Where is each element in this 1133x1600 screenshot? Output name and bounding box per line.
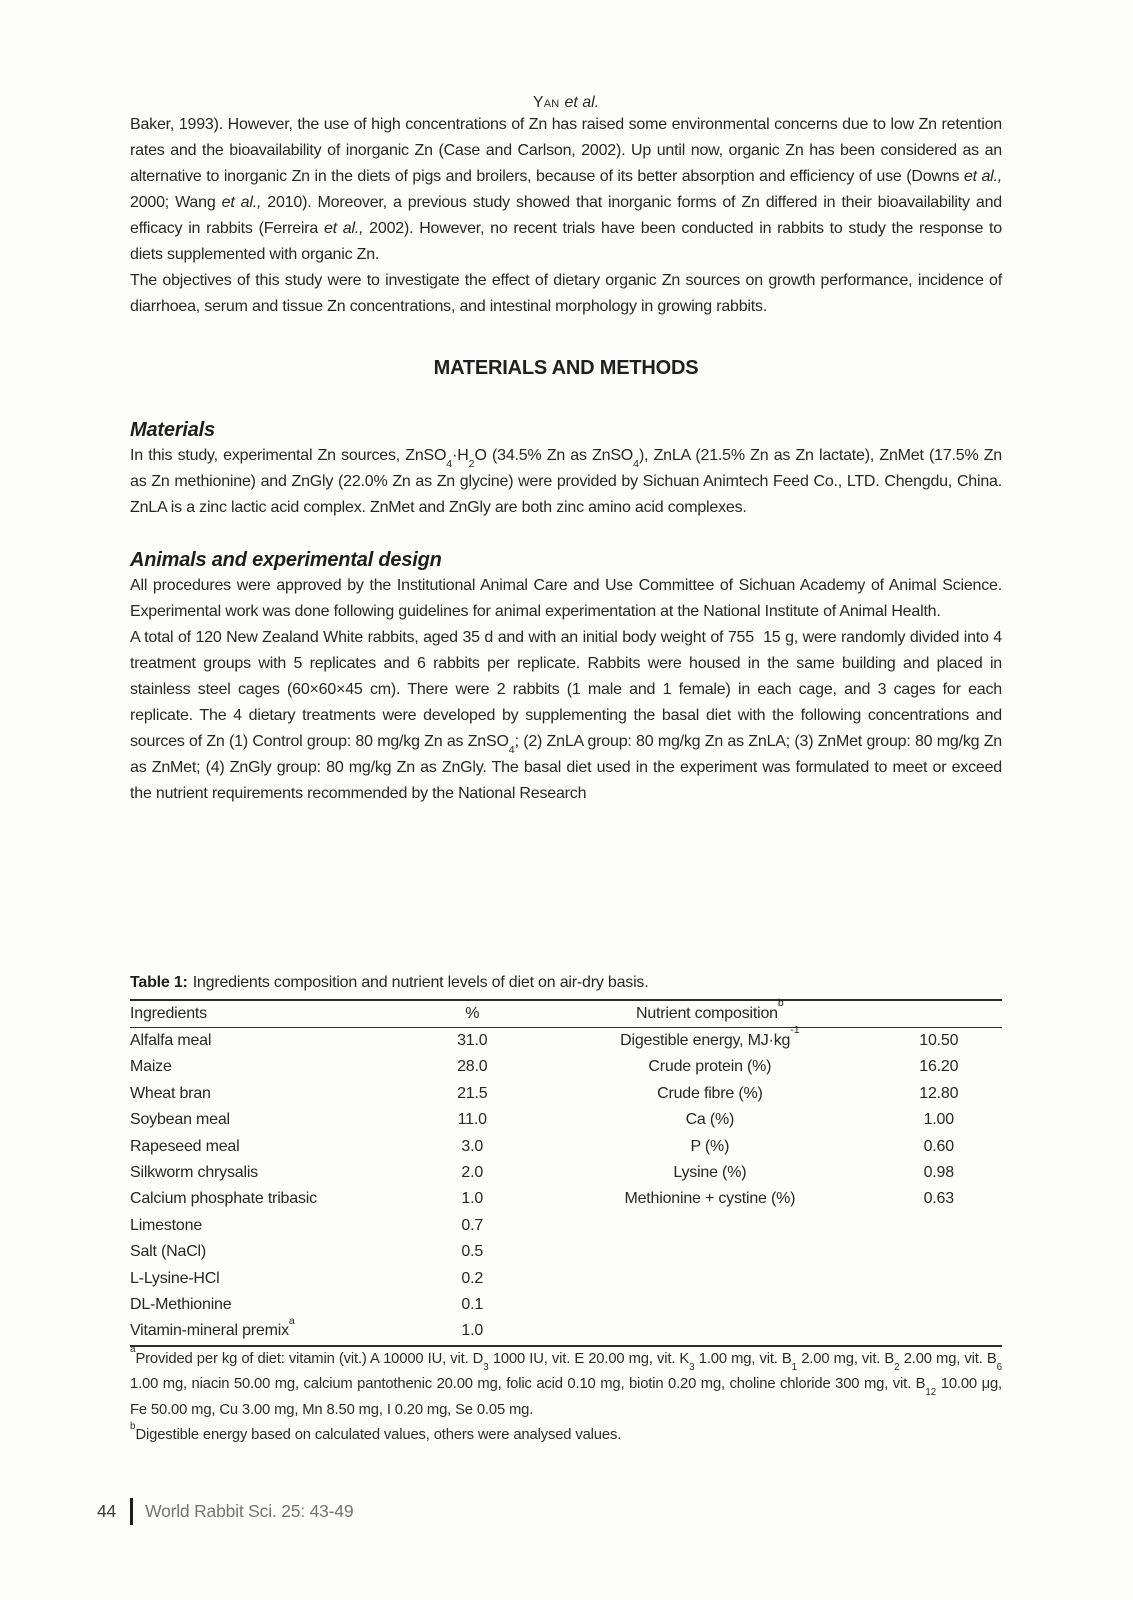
col-header-blank bbox=[876, 1000, 1002, 1028]
percent-cell: 28.0 bbox=[457, 1058, 488, 1076]
percent-cell: 1.0 bbox=[461, 1190, 484, 1208]
value-cell bbox=[876, 1213, 1002, 1239]
heading-materials: Materials bbox=[130, 419, 215, 441]
page-body bbox=[130, 0, 1002, 807]
paragraph-intro-1: Baker, 1993). However, the use of high concentrations of Zn has raised some environmental concerns due to low Zn retention rates and the bioavailability of inorganic Zn (Case and Carlson, 2002). Up until now, organic Zn has been considered as an alternative to inorganic Zn in the diets of pigs and broilers, because of its better absorption and efficiency of use (Downs et al., 2000; Wang et al., 2010). Moreover, a previous study showed that inorganic forms of Zn differed in their bioavailability and efficacy in rabbits (Ferreira et al., 2002). However, no recent trials have been conducted in rabbits to study the response to diets supplemented with organic Zn. bbox=[130, 116, 1003, 263]
heading-materials-and-methods: MATERIALS AND METHODS bbox=[433, 357, 699, 379]
nutrient-cell: Ca (%) bbox=[685, 1111, 735, 1129]
nutrient-cell bbox=[544, 1239, 875, 1265]
value-cell: 10.50 bbox=[919, 1032, 959, 1049]
nutrient-cell: Methionine + cystine (%) bbox=[624, 1190, 796, 1208]
value-cell: 12.80 bbox=[919, 1084, 959, 1102]
table-row bbox=[130, 1081, 1002, 1107]
nutrient-cell bbox=[544, 1318, 875, 1345]
table-row bbox=[130, 1239, 1002, 1265]
percent-cell: 21.5 bbox=[457, 1084, 488, 1102]
value-cell: 1.00 bbox=[923, 1111, 954, 1129]
table-row bbox=[130, 1266, 1002, 1292]
percent-cell: 1.0 bbox=[461, 1322, 484, 1340]
percent-cell: 0.5 bbox=[461, 1243, 484, 1261]
ingredient-cell: Limestone bbox=[130, 1216, 203, 1234]
table-row bbox=[130, 1186, 1002, 1212]
table-footnote-b: $^b$Digestible energy based on calculated values, others were analysed values. bbox=[130, 1420, 622, 1444]
nutrient-cell: Lysine (%) bbox=[673, 1164, 747, 1182]
value-cell bbox=[876, 1318, 1002, 1345]
heading-animals-experimental-design: Animals and experimental design bbox=[130, 549, 442, 571]
value-cell: 0.98 bbox=[923, 1164, 954, 1182]
table-1-caption-text: Ingredients composition and nutrient levels of diet on air-dry basis. bbox=[192, 974, 649, 991]
ingredient-cell: Wheat bran bbox=[130, 1084, 211, 1102]
col-header-ingredients: Ingredients bbox=[130, 1000, 400, 1028]
percent-cell: 11.0 bbox=[457, 1111, 487, 1129]
ingredient-cell: Rapeseed meal bbox=[130, 1137, 240, 1155]
ingredient-cell: Maize bbox=[130, 1058, 172, 1076]
value-cell bbox=[876, 1266, 1002, 1292]
paragraph-materials: In this study, experimental Zn sources, $ZnSO_4\cdot H_2O$ (34.5% Zn as ZnSO$_4$), ZnLA (21.5% Zn as Zn lactate), ZnMet (17.5% Zn as Zn methionine) and ZnGly (22.0% Zn as Zn glycine) were provided by Sichuan Animtech Feed Co., LTD. Chengdu, China. ZnLA is a zinc lactic acid complex. ZnMet and ZnGly are both zinc amino acid complexes. bbox=[130, 447, 1003, 516]
ingredient-cell: Salt (NaCl) bbox=[130, 1243, 207, 1261]
percent-cell: 0.1 bbox=[461, 1296, 484, 1314]
table-row bbox=[130, 1160, 1002, 1186]
ingredient-cell: DL-Methionine bbox=[130, 1296, 232, 1314]
table-1-caption bbox=[130, 970, 1002, 996]
col-header-nutrient-composition: Nutrient composition$^b$ bbox=[544, 1000, 875, 1028]
table-row bbox=[130, 1107, 1002, 1133]
running-head-et-al: et al. bbox=[564, 94, 600, 111]
table-1-block bbox=[130, 970, 1002, 1449]
percent-cell: 3.0 bbox=[461, 1137, 484, 1155]
nutrient-cell: Crude protein (%) bbox=[648, 1058, 772, 1076]
percent-cell: 31.0 bbox=[457, 1032, 488, 1049]
table-row bbox=[130, 1213, 1002, 1239]
page-footer bbox=[97, 1497, 353, 1525]
percent-cell: 0.2 bbox=[461, 1269, 484, 1287]
running-head bbox=[130, 0, 1002, 112]
table-row bbox=[130, 1028, 1002, 1055]
paragraph-animals-2: A total of 120 New Zealand White rabbits, aged 35 d and with an initial body weight of 755 15 g, were randomly divided into 4 treatment groups with 5 replicates and 6 rabbits per replicate. Rabbits were housed in the same building and placed in stainless steel cages (60×60×45 cm). There were 2 rabbits (1 male and 1 female) in each cage, and 3 cages for each replicate. The 4 dietary treatments were developed by supplementing the basal diet with the following concentrations and sources of Zn (1) Control group: 80 mg/kg Zn as ZnSO$_4$; (2) ZnLA group: 80 mg/kg Zn as ZnLA; (3) ZnMet group: 80 mg/kg Zn as ZnMet; (4) ZnGly group: 80 mg/kg Zn as ZnGly. The basal diet used in the experiment was formulated to meet or exceed the nutrient requirements recommended by the National Research bbox=[130, 629, 1002, 802]
nutrient-cell: Crude fibre (%) bbox=[657, 1084, 763, 1102]
nutrient-cell bbox=[544, 1292, 875, 1318]
footer-divider bbox=[130, 1498, 133, 1525]
table-1-caption-label: Table 1: bbox=[130, 974, 188, 991]
percent-cell: 2.0 bbox=[461, 1164, 484, 1182]
percent-cell: 0.7 bbox=[461, 1216, 484, 1234]
paragraph-animals-1: All procedures were approved by the Institutional Animal Care and Use Committee of Sichuan Academy of Animal Science. Experimental work was done following guidelines for animal experimentation at the National Institute of Animal Health. bbox=[130, 577, 1002, 620]
table-row bbox=[130, 1318, 1002, 1345]
table-footnote-a: $^a$Provided per kg of diet: vitamin (vit.) A 10000 IU, vit. $D_3$ 1000 IU, vit. E 20.00 mg, vit. $K_3$ 1.00 mg, vit. $B_1$ 2.00 mg, vit. $B_2$ 2.00 mg, vit. $B_6$ 1.00 mg, niacin 50.00 mg, calcium pantothenic 20.00 mg, folic acid 0.10 mg, biotin 0.20 mg, choline chloride 300 mg, vit. $B_{12}$ 10.00 μg, Fe 50.00 mg, Cu 3.00 mg, Mn 8.50 mg, I 0.20 mg, Se 0.05 mg. bbox=[130, 1344, 1003, 1418]
value-cell bbox=[876, 1239, 1002, 1265]
table-header-row bbox=[130, 1000, 1002, 1028]
nutrient-cell bbox=[544, 1266, 875, 1292]
paragraph-intro-2: The objectives of this study were to investigate the effect of dietary organic Zn sources on growth performance, incidence of diarrhoea, serum and tissue Zn concentrations, and intestinal morphology in growing rabbits. bbox=[130, 272, 1002, 315]
table-row bbox=[130, 1054, 1002, 1080]
table-1 bbox=[130, 999, 1002, 1347]
ingredient-cell: Soybean meal bbox=[130, 1111, 230, 1129]
ingredient-cell: Vitamin-mineral premix$^a$ bbox=[130, 1314, 295, 1340]
nutrient-cell: Digestible energy, $MJ\cdot kg^{-1}$ bbox=[620, 1024, 800, 1049]
table-row bbox=[130, 1292, 1002, 1318]
ingredient-cell: Calcium phosphate tribasic bbox=[130, 1190, 317, 1208]
ingredient-cell: Alfalfa meal bbox=[130, 1032, 212, 1049]
ingredient-cell: Silkworm chrysalis bbox=[130, 1164, 258, 1182]
journal-citation: World Rabbit Sci. 25: 43-49 bbox=[145, 1500, 354, 1521]
nutrient-cell bbox=[544, 1213, 875, 1239]
ingredient-cell: L-Lysine-HCl bbox=[130, 1269, 220, 1287]
value-cell: 16.20 bbox=[919, 1058, 959, 1076]
value-cell bbox=[876, 1292, 1002, 1318]
page-number: 44 bbox=[97, 1500, 117, 1521]
col-header-percent: % bbox=[400, 1000, 544, 1028]
value-cell: 0.60 bbox=[923, 1137, 954, 1155]
table-row bbox=[130, 1134, 1002, 1160]
running-head-author: Yan bbox=[532, 94, 560, 111]
nutrient-cell: P (%) bbox=[690, 1137, 730, 1155]
value-cell: 0.63 bbox=[923, 1190, 954, 1208]
